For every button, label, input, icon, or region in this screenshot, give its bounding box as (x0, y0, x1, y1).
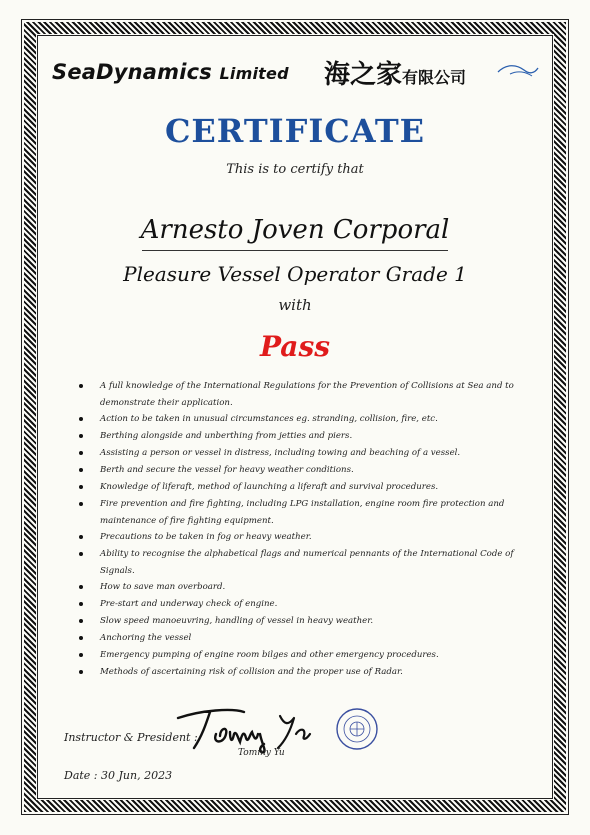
grade-title: Pleasure Vessel Operator Grade 1 (123, 262, 467, 286)
list-item: Berthing alongside and unberthing from jetties and piers. (78, 428, 523, 445)
name-underline (142, 250, 448, 251)
list-item: How to save man overboard. (78, 579, 523, 596)
list-item: Ability to recognise the alphabetical flags and numerical pennants of the International Code of Signals. (78, 546, 523, 579)
list-item: Pre-start and underway check of engine. (78, 596, 523, 613)
list-item: Assisting a person or vessel in distress, including towing and beaching of a vessel. (78, 445, 523, 462)
company-name-cn-suffix: 有限公司 (402, 68, 467, 87)
list-item: Precautions to be taken in fog or heavy weather. (78, 529, 523, 546)
competency-list (78, 378, 523, 681)
list-item: Knowledge of liferaft, method of launching a liferaft and survival procedures. (78, 479, 523, 496)
list-item: Action to be taken in unusual circumstances eg. stranding, collision, fire, etc. (78, 411, 523, 428)
signature-image (172, 704, 322, 754)
certify-text: This is to certify that (226, 162, 364, 177)
company-name-cn (324, 54, 466, 91)
wave-swoosh-icon (496, 60, 540, 80)
company-header (48, 56, 548, 90)
instructor-label: Instructor & President : (64, 731, 198, 744)
list-item: Anchoring the vessel (78, 630, 523, 647)
company-name-en-main: SeaDynamics (52, 60, 213, 84)
recipient-name: Arnesto Joven Corporal (140, 215, 450, 245)
signer-name: Tommy Yu (238, 748, 285, 758)
company-name-en (52, 60, 289, 84)
with-text: with (278, 296, 312, 314)
list-item: Fire prevention and fire fighting, including LPG installation, engine room fire protection and maintenance of fire fighting equipment. (78, 496, 523, 529)
date-text: Date : 30 Jun, 2023 (64, 769, 173, 782)
company-name-cn-main: 海之家 (324, 60, 403, 90)
list-item: Berth and secure the vessel for heavy weather conditions. (78, 462, 523, 479)
list-item: Slow speed manoeuvring, handling of vessel in heavy weather. (78, 613, 523, 630)
result-text: Pass (260, 330, 330, 363)
list-item: A full knowledge of the International Regulations for the Prevention of Collisions at Sea and to demonstrate their application. (78, 378, 523, 411)
list-item: Methods of ascertaining risk of collision and the proper use of Radar. (78, 664, 523, 681)
certificate-title: CERTIFICATE (164, 112, 426, 150)
list-item: Emergency pumping of engine room bilges and other emergency procedures. (78, 647, 523, 664)
company-seal-icon (335, 707, 379, 751)
company-name-en-suffix: Limited (219, 64, 289, 83)
